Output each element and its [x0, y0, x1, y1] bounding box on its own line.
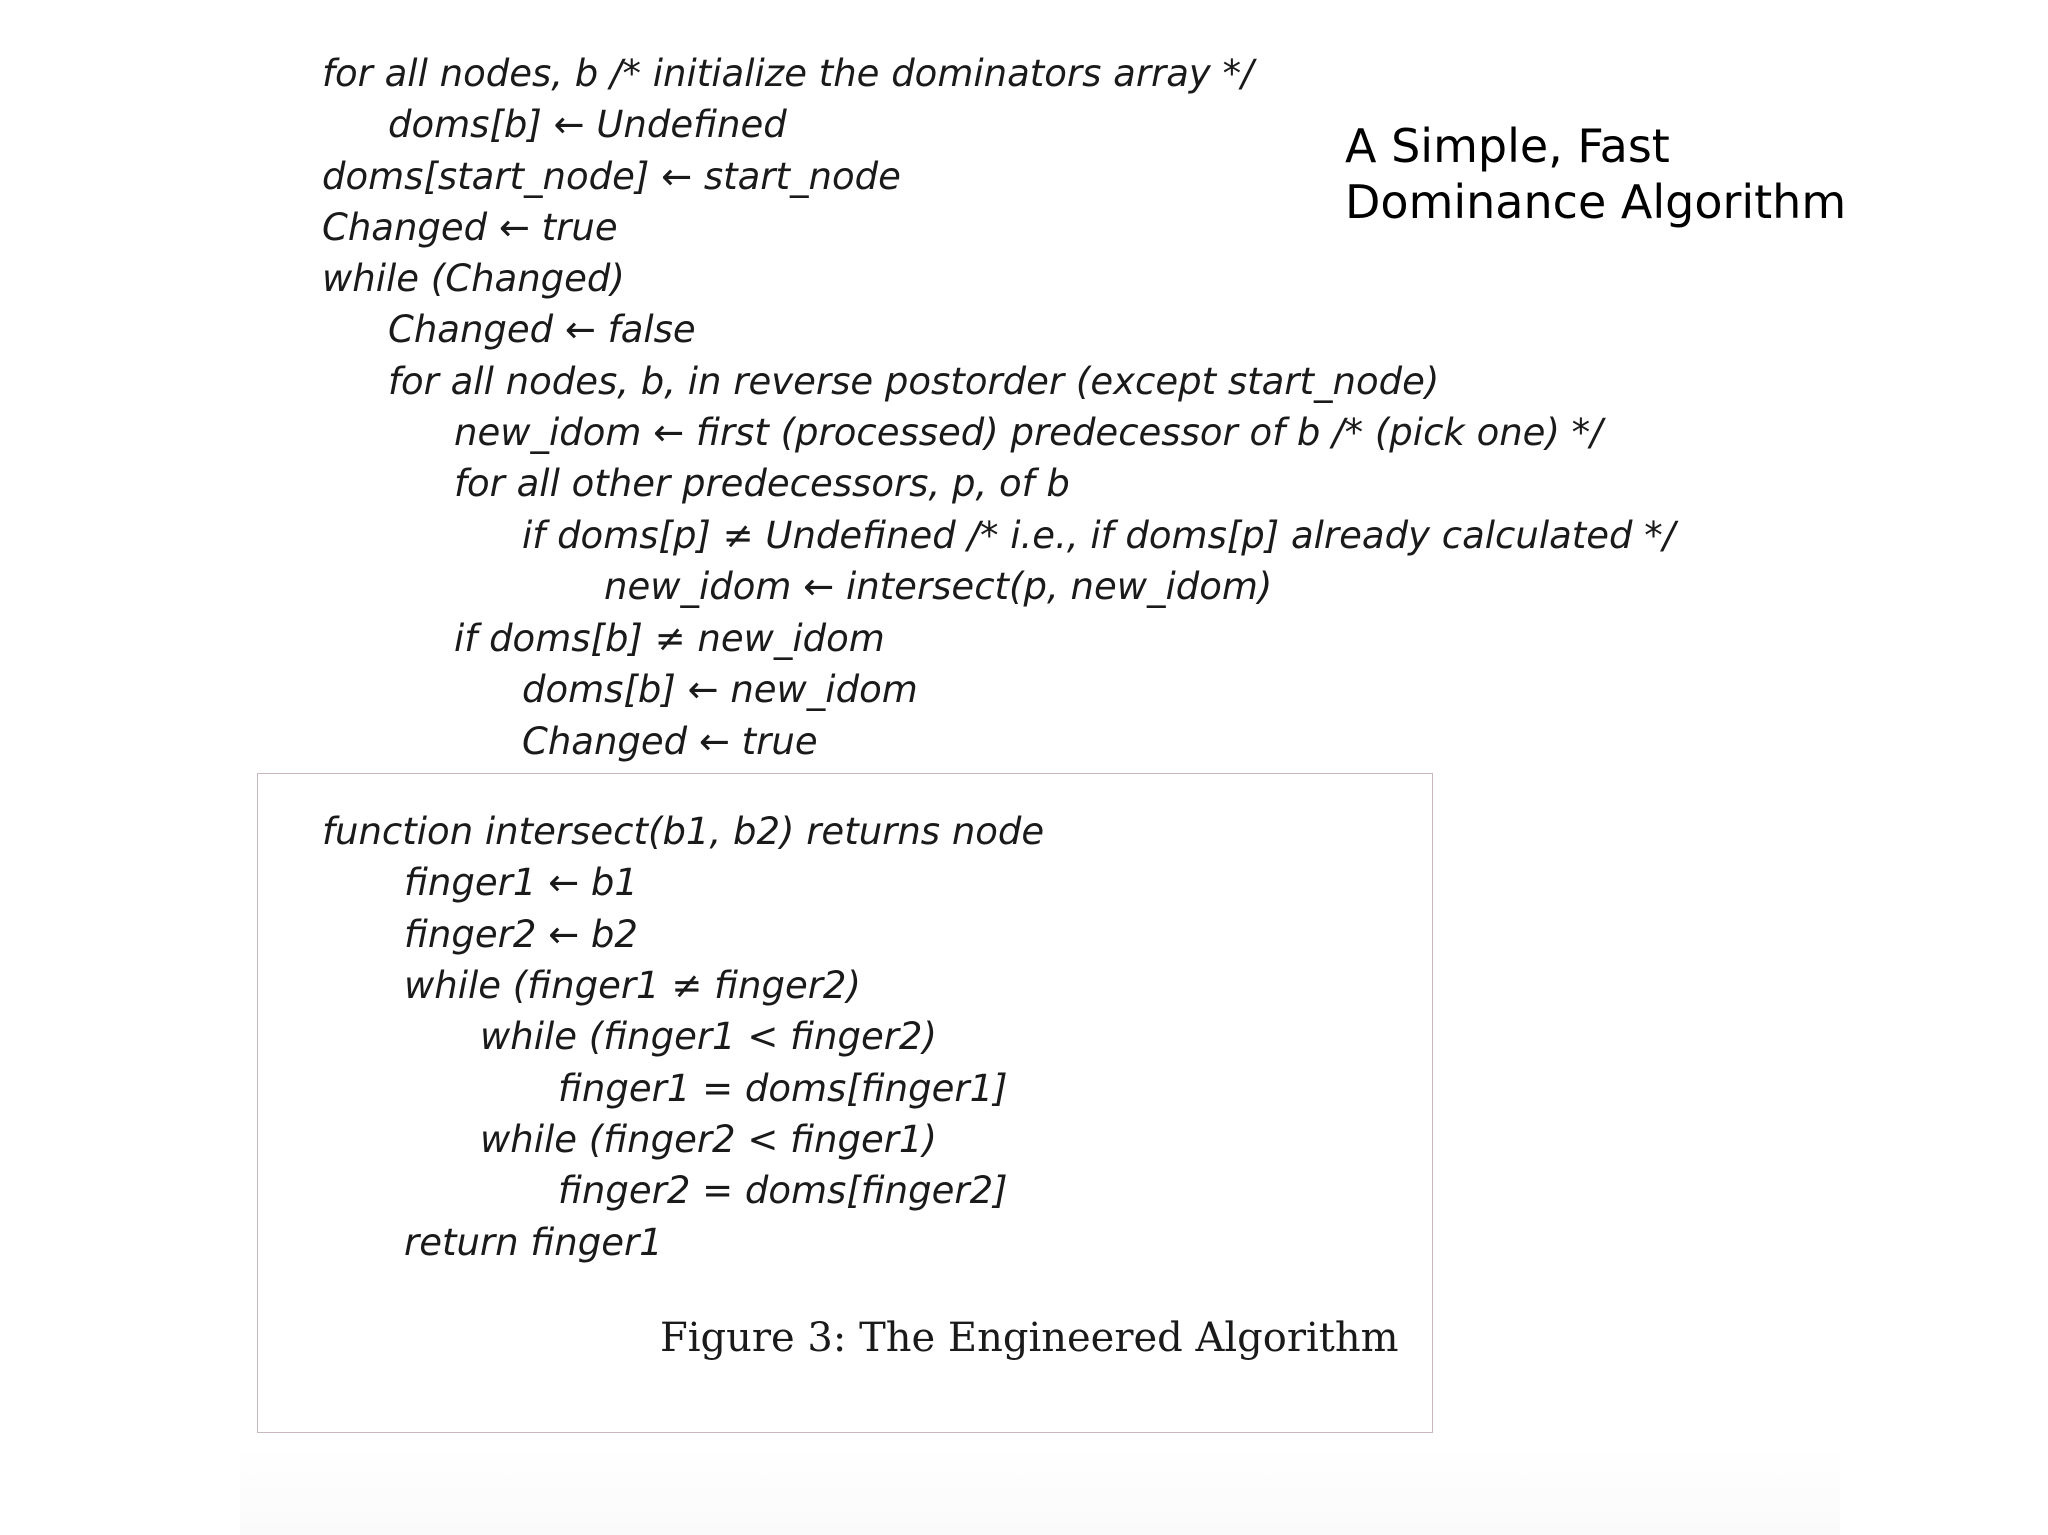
figure-caption: Figure 3: The Engineered Algorithm: [660, 1315, 1399, 1361]
code-line: Changed ← true: [322, 206, 618, 249]
slide-title-line-1: A Simple, Fast: [1345, 119, 1670, 173]
slide-title-line-2: Dominance Algorithm: [1345, 175, 1847, 229]
code-line: while (finger1 ≠ finger2): [404, 964, 861, 1007]
code-line: finger2 = doms[finger2]: [558, 1169, 1008, 1212]
code-line: while (Changed): [322, 257, 625, 300]
code-line: finger1 ← b1: [404, 861, 638, 904]
code-line: finger1 = doms[finger1]: [558, 1067, 1008, 1110]
code-line: for all nodes, b, in reverse postorder (except start_node): [388, 360, 1440, 403]
slide-title: [1345, 118, 1846, 230]
code-line: doms[start_node] ← start_node: [322, 155, 901, 198]
code-line: return finger1: [404, 1221, 663, 1264]
code-line: while (finger2 < finger1): [480, 1118, 937, 1161]
code-line: function intersect(b1, b2) returns node: [322, 810, 1045, 853]
code-line: finger2 ← b2: [404, 913, 638, 956]
code-line: new_idom ← intersect(p, new_idom): [604, 565, 1273, 608]
code-line: for all other predecessors, p, of b: [454, 462, 1070, 505]
code-line: Changed ← true: [522, 720, 818, 763]
code-line: doms[b] ← new_idom: [522, 668, 918, 711]
code-line: if doms[b] ≠ new_idom: [454, 617, 885, 660]
bottom-shade: [240, 1445, 1840, 1535]
code-line: if doms[p] ≠ Undefined /* i.e., if doms[p] already calculated */: [522, 514, 1676, 557]
code-line: doms[b] ← Undefined: [388, 103, 787, 146]
code-line: for all nodes, b /* initialize the dominators array */: [322, 52, 1254, 95]
code-line: new_idom ← first (processed) predecessor of b /* (pick one) */: [454, 411, 1603, 454]
code-line: while (finger1 < finger2): [480, 1015, 937, 1058]
code-line: Changed ← false: [388, 308, 696, 351]
